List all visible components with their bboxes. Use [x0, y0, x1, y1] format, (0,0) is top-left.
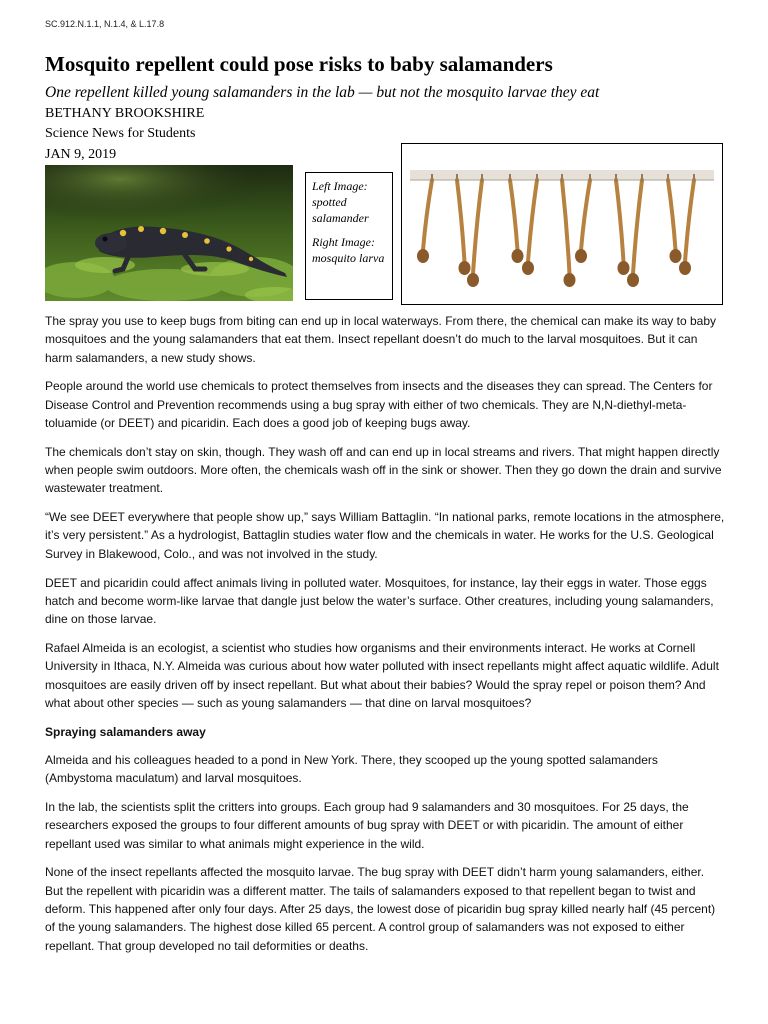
larva-head [417, 249, 429, 263]
paragraph-1: The spray you use to keep bugs from biting can end up in local waterways. From there, the chemical can make its way to baby mosquitoes and the young salamanders that eat them. Insect repellant doesn’t do much to the larval mosquitoes. But it can harm salamanders, a new study shows. [45, 314, 716, 365]
paragraph-4: “We see DEET everywhere that people show up,” says William Battaglin. “In national parks, remote locations in the atmosphere, it’s very persistent.” As a hydrologist, Battaglin studies water flow and the chemicals in water. He works for the U.S. Geological Survey in Blakewood, Colo., and was not involved in the study. [45, 510, 725, 561]
author-name: BETHANY BROOKSHIRE [45, 106, 205, 121]
larva-head [618, 261, 630, 275]
larva-head [564, 273, 576, 287]
standards-code: SC.912.N.1.1, N.1.4, & L.17.8 [45, 19, 165, 29]
mosquito-larva-image [401, 143, 723, 305]
larva-head [679, 261, 691, 275]
paragraph-7: Almeida and his colleagues headed to a pond in New York. There, they scooped up the young spotted salamanders (Ambystoma maculatum) and larval mosquitoes. [45, 752, 658, 786]
larva-head [670, 249, 682, 263]
salamander-illustration [45, 165, 293, 301]
larva-head [467, 273, 479, 287]
article-title: Mosquito repellent could pose risks to baby salamanders [45, 52, 553, 76]
paragraph-5: DEET and picaridin could affect animals living in polluted water. Mosquitoes, for instance, lay their eggs in water. Those eggs hatch and become worm-like larvae that dangle just below the water’s surface. Other creatures, including young salamanders, dine on those larvae. [45, 575, 714, 627]
publication-name: Science News for Students [45, 126, 196, 141]
paragraph-8: In the lab, the scientists split the critters into groups. Each group had 9 salamanders and 30 mosquitoes. For 25 days, the researchers exposed the groups to four different amounts of bug spray with DEET or with picaridin. The amount of either repellant used was similar to what animals might experience in the wild. [45, 800, 689, 851]
article-body [45, 312, 725, 965]
paragraph-6: Rafael Almeida is an ecologist, a scientist who studies how organisms and their environments interact. He works at Cornell University in Ithaca, N.Y. Almeida was curious about how water polluted with insect repellants might affect aquatic wildlife. Adult mosquitoes are easily driven off by insect repellant. But what about their babies? Would the spray repel or poison them? And what about other species — such as young salamanders — that dine on larval mosquitoes? [45, 640, 719, 710]
larva-head [512, 249, 524, 263]
right-image-caption: Right Image: mosquito larva [312, 235, 385, 265]
left-image-caption: Left Image: spotted salamander [312, 179, 369, 225]
paragraph-2: People around the world use chemicals to protect themselves from insects and the diseases they can spread. The Centers for Disease Control and Prevention recommends using a bug spray with either of two chemicals. They are N,N-diethyl-meta-toluamide (or DEET) and picaridin. Each does a good job of keeping bugs away. [45, 379, 713, 430]
article-subtitle: One repellent killed young salamanders in the lab — but not the mosquito larvae they eat [45, 84, 600, 101]
section-heading: Spraying salamanders away [45, 724, 206, 739]
image-caption-box [305, 172, 393, 300]
paragraph-3: The chemicals don’t stay on skin, though. They wash off and can end up in local streams and rivers. That might happen directly when people swim outdoors. More often, the chemicals wash off in the sink or shower. Then they go down the drain and survive wastewater treatment. [45, 444, 722, 496]
larva-head [627, 273, 639, 287]
larva-head [575, 249, 587, 263]
mosquito-larva-illustration [402, 144, 722, 304]
publication-date: JAN 9, 2019 [45, 147, 117, 162]
paragraph-9: None of the insect repellants affected the mosquito larvae. The bug spray with DEET didn’t harm young salamanders, either. But the repellent with picaridin was a different matter. The tails of salamanders exposed to that repellent began to twist and deform. This happened after only four days. After 25 days, the lowest dose of picaridin bug spray killed nearly half (45 percent) of the young salamanders. The highest dose killed 65 percent. A control group of salamanders was not exposed to either repellant. That group developed no tail deformities or deaths. [45, 865, 716, 953]
salamander-image [45, 165, 293, 301]
larva-head [459, 261, 471, 275]
larva-head [522, 261, 534, 275]
